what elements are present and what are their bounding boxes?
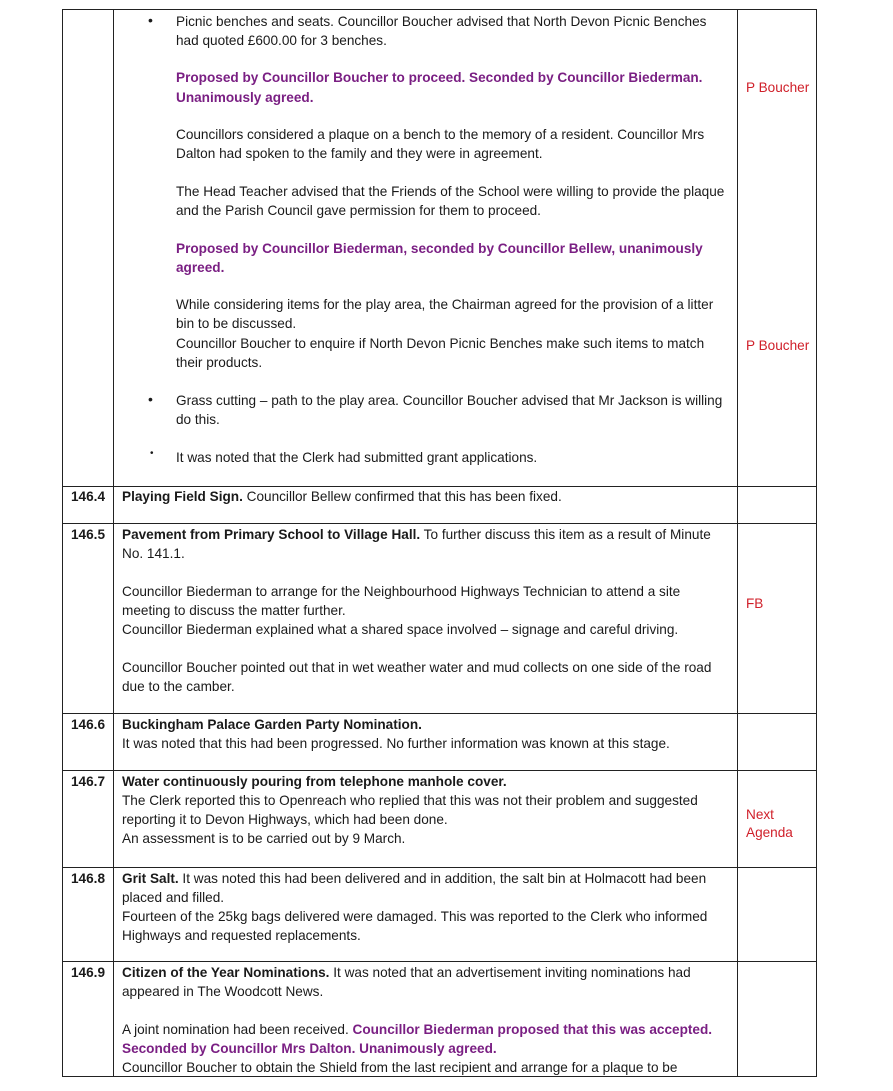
resolution-2: Proposed by Councillor Biederman, seconded by Councillor Bellew, unanimously [176, 241, 703, 256]
action-owner: P Boucher [746, 80, 810, 95]
minute-text [122, 963, 691, 983]
grant-text: It was noted that the Clerk had submitted grant applications. [176, 450, 538, 465]
minute-body: The Clerk reported this to Openreach who replied that this was not their problem and suggested [122, 793, 698, 808]
minutes-table [62, 9, 817, 1077]
minute-body: A joint nomination had been received. [122, 1022, 353, 1037]
row-divider [63, 770, 816, 771]
minute-number: 146.7 [71, 774, 106, 789]
litter-bin-text: While considering items for the play area, the Chairman agreed for the provision of a litter [176, 297, 714, 312]
minute-body: Councillor Biederman to arrange for the Neighbourhood Highways Technician to attend a site [122, 584, 681, 599]
minute-body: appeared in The Woodcott News. [122, 984, 324, 999]
minute-text [122, 525, 711, 545]
minute-body: No. 141.1. [122, 546, 185, 561]
bullet: • [148, 391, 153, 407]
litter-bin-text-3: Councillor Boucher to enquire if North Devon Picnic Benches make such items to match [176, 336, 705, 351]
minute-title: Water continuously pouring from telephone manhole cover. [122, 774, 507, 789]
minute-title: Citizen of the Year Nominations. [122, 965, 330, 980]
litter-bin-text-4: their products. [176, 355, 263, 370]
minute-number: 146.8 [71, 871, 106, 886]
minute-body: Councillor Biederman explained what a shared space involved – signage and careful driving. [122, 622, 679, 637]
minute-number: 146.5 [71, 527, 106, 542]
minute-body: An assessment is to be carried out by 9 March. [122, 831, 406, 846]
litter-bin-text-2: bin to be discussed. [176, 316, 297, 331]
minute-number: 146.4 [71, 489, 106, 504]
minute-body: placed and filled. [122, 890, 225, 905]
minute-body: Fourteen of the 25kg bags delivered were damaged. This was reported to the Clerk who informed [122, 909, 708, 924]
row-divider [63, 713, 816, 714]
minute-text [122, 1020, 712, 1040]
resolution-1: Proposed by Councillor Boucher to proceed. Seconded by Councillor Biederman. [176, 70, 703, 85]
row-divider [63, 961, 816, 962]
minute-body: It was noted this had been delivered and in addition, the salt bin at Holmacott had been [178, 871, 707, 886]
minute-body: Councillor Boucher pointed out that in wet weather water and mud collects on one side of the road [122, 660, 712, 675]
picnic-benches-text: Picnic benches and seats. Councillor Boucher advised that North Devon Picnic Benches [176, 14, 707, 29]
minute-body: To further discuss this item as a result of Minute [420, 527, 711, 542]
minute-body: Councillor Bellew confirmed that this has been fixed. [242, 489, 562, 504]
plaque-text-2: Dalton had spoken to the family and they were in agreement. [176, 146, 543, 161]
column-divider-action [737, 10, 738, 1076]
head-teacher-text-2: and the Parish Council gave permission for them to proceed. [176, 203, 541, 218]
minute-text [122, 487, 562, 507]
picnic-benches-text-2: had quoted £600.00 for 3 benches. [176, 33, 387, 48]
grass-cutting-text: Grass cutting – path to the play area. Councillor Boucher advised that Mr Jackson is willing [176, 393, 723, 408]
minute-body: meeting to discuss the matter further. [122, 603, 346, 618]
column-divider-number [113, 10, 114, 1076]
plaque-text: Councillors considered a plaque on a bench to the memory of a resident. Councillor Mrs [176, 127, 705, 142]
bullet: • [150, 448, 154, 459]
resolution: Councillor Biederman proposed that this was accepted. [352, 1022, 713, 1037]
resolution-line-2: Seconded by Councillor Mrs Dalton. Unanimously agreed. [122, 1041, 497, 1056]
minute-body: Councillor Boucher to obtain the Shield from the last recipient and arrange for a plaque to be [122, 1060, 678, 1075]
minute-body: due to the camber. [122, 679, 235, 694]
action-owner: P Boucher [746, 338, 810, 353]
grass-cutting-text-2: do this. [176, 412, 220, 427]
minute-title: Playing Field Sign. [122, 489, 243, 504]
bullet: • [148, 12, 153, 28]
minute-number: 146.6 [71, 717, 106, 732]
minute-body: reporting it to Devon Highways, which had been done. [122, 812, 448, 827]
minute-body: It was noted that an advertisement inviting nominations had [329, 965, 691, 980]
action-owner-2: Agenda [746, 825, 793, 840]
minute-body: Highways and requested replacements. [122, 928, 361, 943]
minute-text [122, 869, 706, 889]
action-owner: Next [746, 807, 774, 822]
minute-title: Buckingham Palace Garden Party Nomination. [122, 717, 422, 732]
minute-title: Grit Salt. [122, 871, 179, 886]
resolution-2-line-2: agreed. [176, 260, 225, 275]
row-divider [63, 523, 816, 524]
minute-body: It was noted that this had been progressed. No further information was known at this stage. [122, 736, 670, 751]
head-teacher-text: The Head Teacher advised that the Friends of the School were willing to provide the plaque [176, 184, 725, 199]
minute-title: Pavement from Primary School to Village Hall. [122, 527, 421, 542]
action-owner: FB [746, 596, 764, 611]
minute-number: 146.9 [71, 965, 106, 980]
row-divider [63, 867, 816, 868]
resolution-1-line-2: Unanimously agreed. [176, 90, 314, 105]
